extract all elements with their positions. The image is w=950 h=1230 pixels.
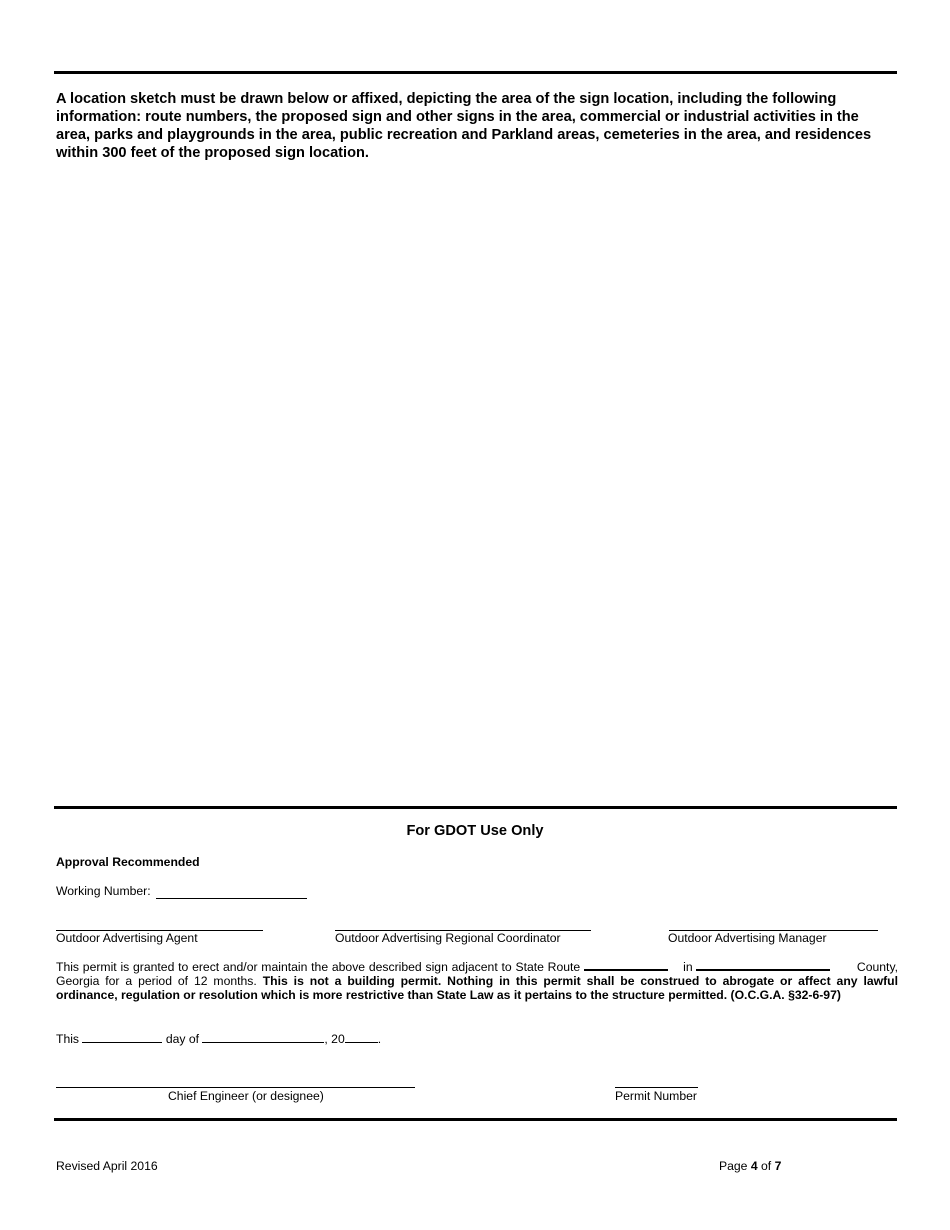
permit-legal-notice: This is not a building permit. Nothing in this permit shall be construed to abrogate or affect any lawful ordinance, regulation or resolution which is more restrictive than State Law as it pertains to the structure permitted. (O.C.G.A. §32-6-97)	[56, 974, 898, 1002]
date-line	[56, 1032, 381, 1046]
page-indicator	[719, 1159, 781, 1173]
working-number-field[interactable]	[156, 898, 307, 899]
page-of-word: of	[761, 1159, 772, 1173]
permit-text-part1: This permit is granted to erect and/or maintain the above described sign adjacent to State Route	[56, 960, 581, 974]
approval-recommended-label: Approval Recommended	[56, 855, 200, 869]
coordinator-signature-label: Outdoor Advertising Regional Coordinator	[335, 931, 561, 945]
date-year-prefix: , 20	[324, 1032, 345, 1046]
gdot-section-title: For GDOT Use Only	[406, 823, 544, 839]
date-day-of-word: day of	[165, 1032, 200, 1046]
permit-text-part2: County, Georgia for a period of 12 months.	[56, 960, 899, 988]
permit-number-label: Permit Number	[615, 1089, 697, 1103]
page-word: Page	[719, 1159, 748, 1173]
page-total: 7	[774, 1159, 782, 1173]
chief-engineer-label: Chief Engineer (or designee)	[168, 1089, 324, 1103]
day-field[interactable]	[82, 1032, 162, 1043]
sketch-instructions: A location sketch must be drawn below or affixed, depicting the area of the sign location, including the following information: route numbers, the proposed sign and other signs in the area, commercial or industrial activities in the area, parks and playgrounds in the area, public recreation and Parkland areas, cemeteries in the area, and residences within 300 feet of the proposed sign location.	[56, 91, 872, 161]
bottom-divider	[54, 1118, 897, 1121]
date-this-word: This	[56, 1032, 80, 1046]
county-field[interactable]	[696, 959, 830, 971]
manager-signature-label: Outdoor Advertising Manager	[668, 931, 827, 945]
top-divider	[54, 71, 897, 74]
revision-date: Revised April 2016	[56, 1159, 158, 1173]
gdot-section-divider	[54, 806, 897, 809]
month-field[interactable]	[202, 1032, 324, 1043]
agent-signature-label: Outdoor Advertising Agent	[56, 931, 198, 945]
chief-engineer-signature-line[interactable]	[56, 1087, 415, 1088]
working-number-label: Working Number:	[56, 884, 151, 898]
date-period: .	[377, 1032, 382, 1046]
permit-statement	[56, 959, 898, 1002]
year-field[interactable]	[345, 1032, 378, 1043]
page-current: 4	[750, 1159, 758, 1173]
sketch-area[interactable]	[54, 170, 897, 795]
permit-number-field[interactable]	[615, 1087, 698, 1088]
state-route-field[interactable]	[584, 959, 668, 971]
permit-in-word: in	[683, 960, 693, 974]
